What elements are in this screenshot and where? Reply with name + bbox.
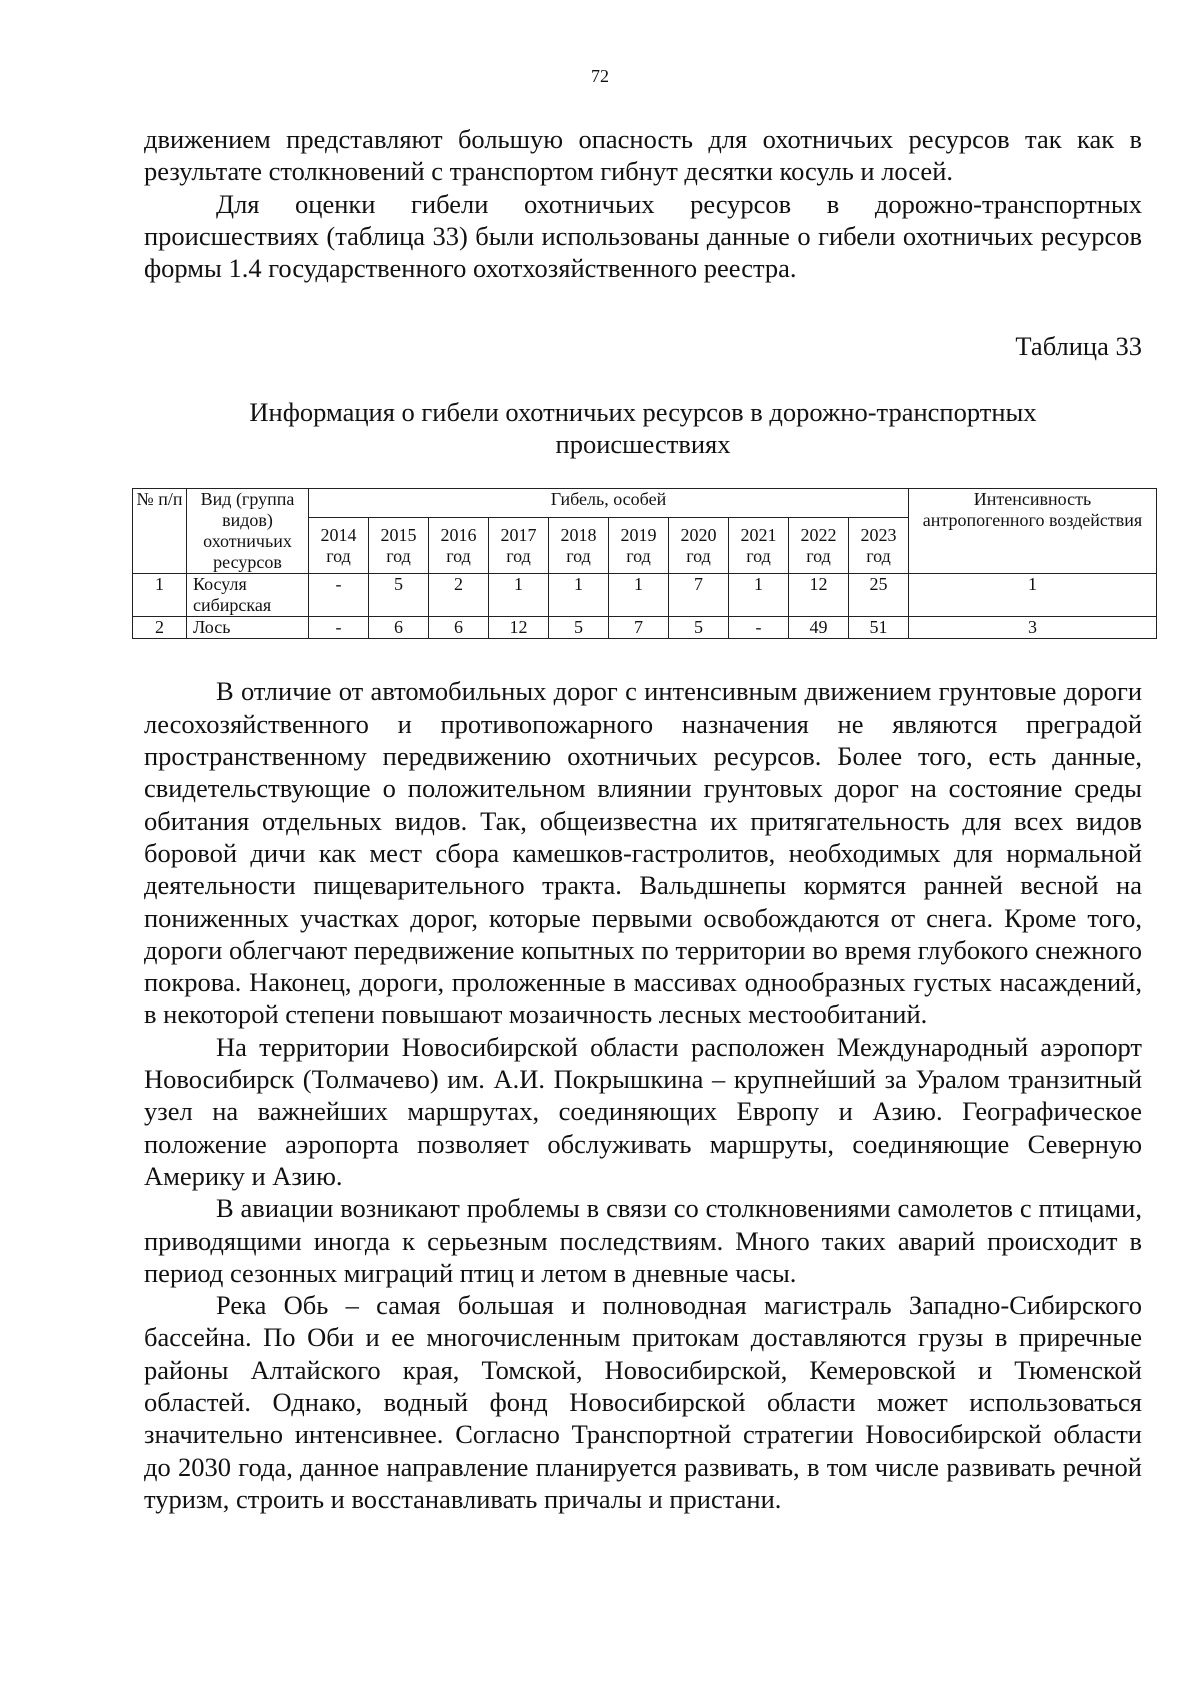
body-paragraph-aviation: В авиации возникают проблемы в связи со столкновениями самолетов с птицами, приводящими иногда к серьезным последствиям. Много таких аварий происходит в период сезонных миграций птиц и летом в дневные часы. <box>144 1193 1142 1288</box>
cell-value: 5 <box>369 574 429 617</box>
body-paragraph-airport: На территории Новосибирской области расположен Международный аэропорт Новосибирск (Толмачево) им. А.И. Покрышкина – крупнейший за Уралом транзитный узел на важнейших маршрутах, соединяющих Европу и Азию. Географическое положение аэропорта позволяет обслуживать маршруты, соединяющие Северную Америку и Азию. <box>144 1031 1142 1191</box>
cell-value: 7 <box>609 617 669 639</box>
header-year: 2021 год <box>729 518 789 574</box>
cell-value: 51 <box>849 617 909 639</box>
cell-value: 5 <box>549 617 609 639</box>
table-label: Таблица 33 <box>1015 331 1142 362</box>
row-intensity: 1 <box>909 574 1157 617</box>
table-header-row <box>133 489 1157 518</box>
cell-value: - <box>309 574 369 617</box>
cell-value: 1 <box>729 574 789 617</box>
header-species: Вид (группа видов) охотничьих ресурсов <box>187 489 309 574</box>
header-num: № п/п <box>133 489 187 574</box>
cell-value: 25 <box>849 574 909 617</box>
table-row <box>133 574 1157 617</box>
cell-value: 12 <box>489 617 549 639</box>
table-title: Информация о гибели охотничьих ресурсов в дорожно-транспортных происшествиях <box>249 397 1037 460</box>
body-paragraph-river: Река Обь – самая большая и полноводная магистраль Западно-Сибирского бассейна. По Оби и ее многочисленным притокам доставляются грузы в приречные районы Алтайского края, Томской, Новосибирской, Кемеровской и Тюменской областей. Однако, водный фонд Новосибирской области может использоваться значительно интенсивнее. Согласно Транспортной стратегии Новосибирской области до 2030 года, данное направление планируется развивать, в том числе развивать речной туризм, строить и восстанавливать причалы и пристани. <box>144 1290 1142 1514</box>
cell-value: - <box>729 617 789 639</box>
cell-value: 6 <box>369 617 429 639</box>
cell-value: 49 <box>789 617 849 639</box>
cell-value: - <box>309 617 369 639</box>
header-year: 2018 год <box>549 518 609 574</box>
cell-value: 7 <box>669 574 729 617</box>
body-section <box>144 675 1142 1515</box>
intro-paragraph-1: движением представляют большую опасность для охотничьих ресурсов так как в результате столкновений с транспортом гибнут десятки косуль и лосей. <box>144 124 1142 187</box>
header-year: 2015 год <box>369 518 429 574</box>
cell-value: 1 <box>549 574 609 617</box>
header-intensity: Интенсивность антропогенного воздействия <box>909 489 1157 574</box>
cell-value: 12 <box>789 574 849 617</box>
cell-value: 1 <box>489 574 549 617</box>
header-year: 2014 год <box>309 518 369 574</box>
header-deaths: Гибель, особей <box>309 489 909 518</box>
header-year: 2020 год <box>669 518 729 574</box>
header-year: 2019 год <box>609 518 669 574</box>
cell-value: 5 <box>669 617 729 639</box>
page-number: 72 <box>591 66 609 86</box>
body-paragraph-roads: В отличие от автомобильных дорог с интенсивным движением грунтовые дороги лесохозяйственного и противопожарного назначения не являются преградой пространственному передвижению охотничьих ресурсов. Более того, есть данные, свидетельствующие о положительном влиянии грунтовых дорог на состояние среды обитания отдельных видов. Так, общеизвестна их притягательность для всех видов боровой дичи как мест сбора камешков-гастролитов, необходимых для нормальной деятельности пищеварительного тракта. Вальдшнепы кормятся ранней весной на пониженных участках дорог, которые первыми освобождаются от снега. Кроме того, дороги облегчают передвижение копытных по территории во время глубокого снежного покрова. Наконец, дороги, проложенные в массивах однообразных густых насаждений, в некоторой степени повышают мозаичность лесных местообитаний. <box>144 676 1142 1030</box>
cell-value: 1 <box>609 574 669 617</box>
row-species: Лось <box>187 617 309 639</box>
header-year: 2023 год <box>849 518 909 574</box>
row-species: Косуля сибирская <box>187 574 309 617</box>
row-intensity: 3 <box>909 617 1157 639</box>
header-year: 2022 год <box>789 518 849 574</box>
cell-value: 6 <box>429 617 489 639</box>
document-body <box>136 123 1143 1515</box>
table-row <box>133 617 1157 639</box>
row-num: 1 <box>133 574 187 617</box>
row-num: 2 <box>133 617 187 639</box>
header-year: 2016 год <box>429 518 489 574</box>
cell-value: 2 <box>429 574 489 617</box>
intro-paragraph-2: Для оценки гибели охотничьих ресурсов в дорожно-транспортных происшествиях (таблица 33) были использованы данные о гибели охотничьих ресурсов формы 1.4 государственного охотхозяйственного реестра. <box>144 188 1142 284</box>
header-year: 2017 год <box>489 518 549 574</box>
data-table <box>132 488 1157 639</box>
